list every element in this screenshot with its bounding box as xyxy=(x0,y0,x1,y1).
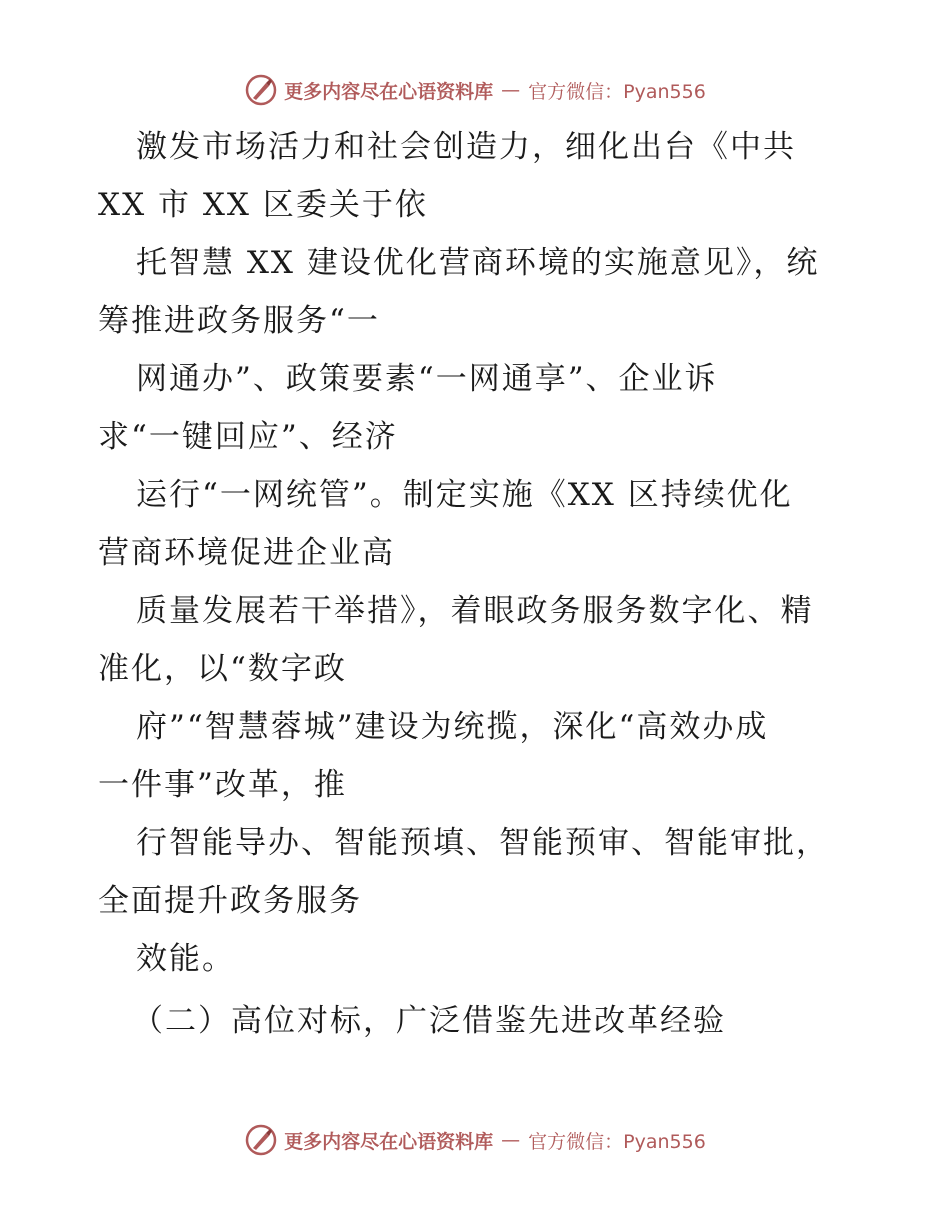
paragraph-line: 一件事”改革，推 xyxy=(98,767,347,803)
paragraph-line: 托智慧 XX 建设优化营商环境的实施意见》，统 xyxy=(136,245,820,281)
paragraph-line: 行智能导办、智能预填、智能预审、智能审批， xyxy=(136,825,829,861)
section-heading: （二）高位对标，广泛借鉴先进改革经验 xyxy=(132,1003,726,1039)
paragraph-line: 质量发展若干举措》，着眼政务服务数字化、精 xyxy=(136,593,814,629)
watermark-separator: — xyxy=(501,1129,521,1151)
watermark-header xyxy=(0,70,950,110)
watermark-suffix: 官方微信：Pyan556 xyxy=(528,80,706,103)
paragraph-line: 营商环境促进企业高 xyxy=(98,535,395,571)
paragraph-line: 全面提升政务服务 xyxy=(98,883,362,919)
pen-logo-icon xyxy=(244,1123,278,1157)
watermark-footer xyxy=(0,1120,950,1160)
paragraph-line: 网通办”、政策要素“一网通享”、企业诉 xyxy=(136,361,718,397)
watermark-separator: — xyxy=(501,79,521,101)
paragraph-line: XX 市 XX 区委关于依 xyxy=(98,187,428,223)
paragraph-line: 求“一键回应”、经济 xyxy=(98,419,398,455)
paragraph-line: 准化，以“数字政 xyxy=(98,651,347,687)
watermark-text: 更多内容尽在心语资料库 xyxy=(284,80,494,103)
paragraph-line: 运行“一网统管”。制定实施《XX 区持续优化 xyxy=(136,477,793,513)
document-body xyxy=(0,118,950,1078)
watermark-suffix: 官方微信：Pyan556 xyxy=(528,1130,706,1153)
pen-logo-icon xyxy=(244,73,278,107)
paragraph-line: 效能。 xyxy=(136,941,235,977)
paragraph-line: 筹推进政务服务“一 xyxy=(98,303,380,339)
paragraph-line: 府”“智慧蓉城”建设为统揽，深化“高效办成 xyxy=(136,709,769,745)
watermark-text: 更多内容尽在心语资料库 xyxy=(284,1130,494,1153)
paragraph-line: 激发市场活力和社会创造力，细化出台《中共 xyxy=(136,129,796,165)
